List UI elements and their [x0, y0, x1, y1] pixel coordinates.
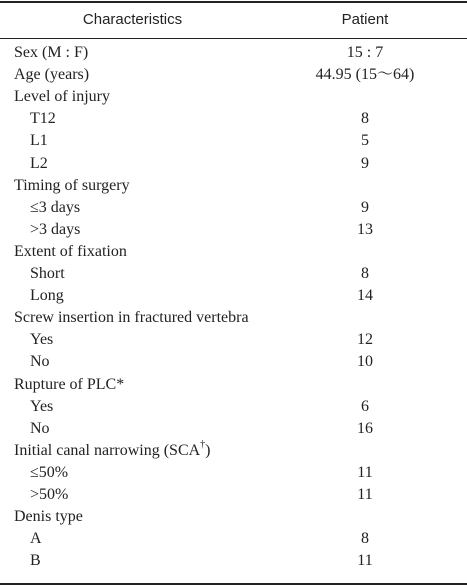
row-label-text: Long	[30, 287, 64, 305]
row-value: 6	[361, 397, 369, 415]
row-label-text: Level of injury	[14, 88, 110, 106]
row-label-text: Short	[30, 265, 65, 282]
row-label	[30, 219, 80, 241]
row-label-text: Sex (M : F)	[14, 44, 89, 61]
bottom-rule	[0, 583, 467, 585]
table-row	[0, 197, 467, 219]
row-label-text: >3 days	[30, 220, 81, 238]
table-row	[0, 528, 467, 550]
row-label-text: Age (years)	[14, 66, 90, 84]
table-row	[0, 462, 467, 484]
row-label-suffix: )	[205, 441, 211, 459]
row-label-text: Denis type	[14, 508, 83, 526]
row-label-text: L2	[30, 154, 48, 172]
row-label	[14, 64, 89, 86]
row-label	[14, 307, 249, 329]
table-row	[0, 374, 467, 396]
row-value: 8	[361, 110, 369, 128]
row-label	[30, 550, 41, 572]
row-label-text: T12	[30, 110, 56, 128]
table-row	[0, 484, 467, 506]
table-row	[0, 64, 467, 86]
table-row	[0, 396, 467, 418]
table-row	[0, 108, 467, 130]
row-label	[14, 86, 110, 108]
table-row	[0, 418, 467, 440]
row-label	[30, 153, 48, 175]
table-row	[0, 550, 467, 572]
table-row	[0, 263, 467, 285]
row-value: 8	[361, 530, 369, 548]
row-label-text: Rupture of PLC*	[14, 375, 125, 393]
row-label-text: Yes	[30, 331, 54, 349]
row-value: 15 : 7	[346, 44, 384, 61]
row-label-text: L1	[30, 132, 48, 150]
row-label-text: Initial canal narrowing (SCA	[14, 441, 201, 459]
row-label	[30, 462, 68, 484]
row-label-text: No	[30, 353, 50, 371]
table-row	[0, 440, 467, 462]
row-label	[14, 175, 130, 197]
header-patient: Patient	[341, 11, 389, 28]
row-value: 16	[357, 419, 373, 437]
row-label-text: Yes	[30, 397, 54, 415]
row-value: 5	[361, 132, 369, 150]
row-label	[14, 506, 83, 528]
row-label	[30, 418, 50, 440]
row-value: 11	[357, 486, 373, 503]
table-row	[0, 130, 467, 152]
row-label	[30, 130, 48, 152]
row-label	[30, 263, 65, 285]
row-label-text: Screw insertion in fractured vertebra	[14, 309, 249, 327]
row-label	[30, 351, 50, 373]
table-row	[0, 42, 467, 64]
row-label-text: Extent of fixation	[14, 242, 127, 260]
row-label	[14, 374, 124, 396]
row-value: 9	[361, 154, 369, 172]
row-value: 14	[357, 287, 373, 305]
table-row	[0, 307, 467, 329]
row-label	[14, 42, 88, 64]
table-row	[0, 86, 467, 108]
row-label	[30, 108, 56, 130]
row-value: 10	[357, 353, 373, 371]
header-rule	[0, 38, 467, 39]
row-value: 11	[357, 463, 373, 481]
row-label-text: >50%	[30, 486, 69, 503]
header-characteristics: Characteristics	[82, 11, 183, 28]
row-value: 44.95 (15～64)	[315, 66, 415, 84]
row-label-text: B	[30, 552, 41, 570]
row-label-text: No	[30, 419, 50, 437]
table-row	[0, 285, 467, 307]
row-value: 8	[361, 265, 369, 282]
table-row	[0, 153, 467, 175]
row-label-text: A	[30, 530, 42, 548]
table-row	[0, 329, 467, 351]
row-label	[30, 396, 53, 418]
row-value: 11	[357, 552, 373, 570]
table-row	[0, 351, 467, 373]
row-label-text: Timing of surgery	[14, 176, 130, 194]
table-row	[0, 219, 467, 241]
row-label-text: ≤3 days	[30, 198, 81, 216]
row-value: 9	[361, 198, 369, 216]
dagger-footnote-mark: †	[200, 439, 206, 451]
row-label	[14, 241, 127, 263]
row-label	[30, 329, 53, 351]
table-header	[0, 3, 467, 38]
row-value: 13	[357, 220, 373, 238]
row-label	[30, 528, 42, 550]
row-label	[30, 197, 80, 219]
row-value: 12	[357, 331, 373, 349]
row-label-text: ≤50%	[30, 463, 69, 481]
table-row	[0, 506, 467, 528]
row-label	[30, 285, 64, 307]
table-row	[0, 241, 467, 263]
table-row	[0, 175, 467, 197]
row-label	[14, 440, 211, 462]
row-label	[30, 484, 68, 506]
